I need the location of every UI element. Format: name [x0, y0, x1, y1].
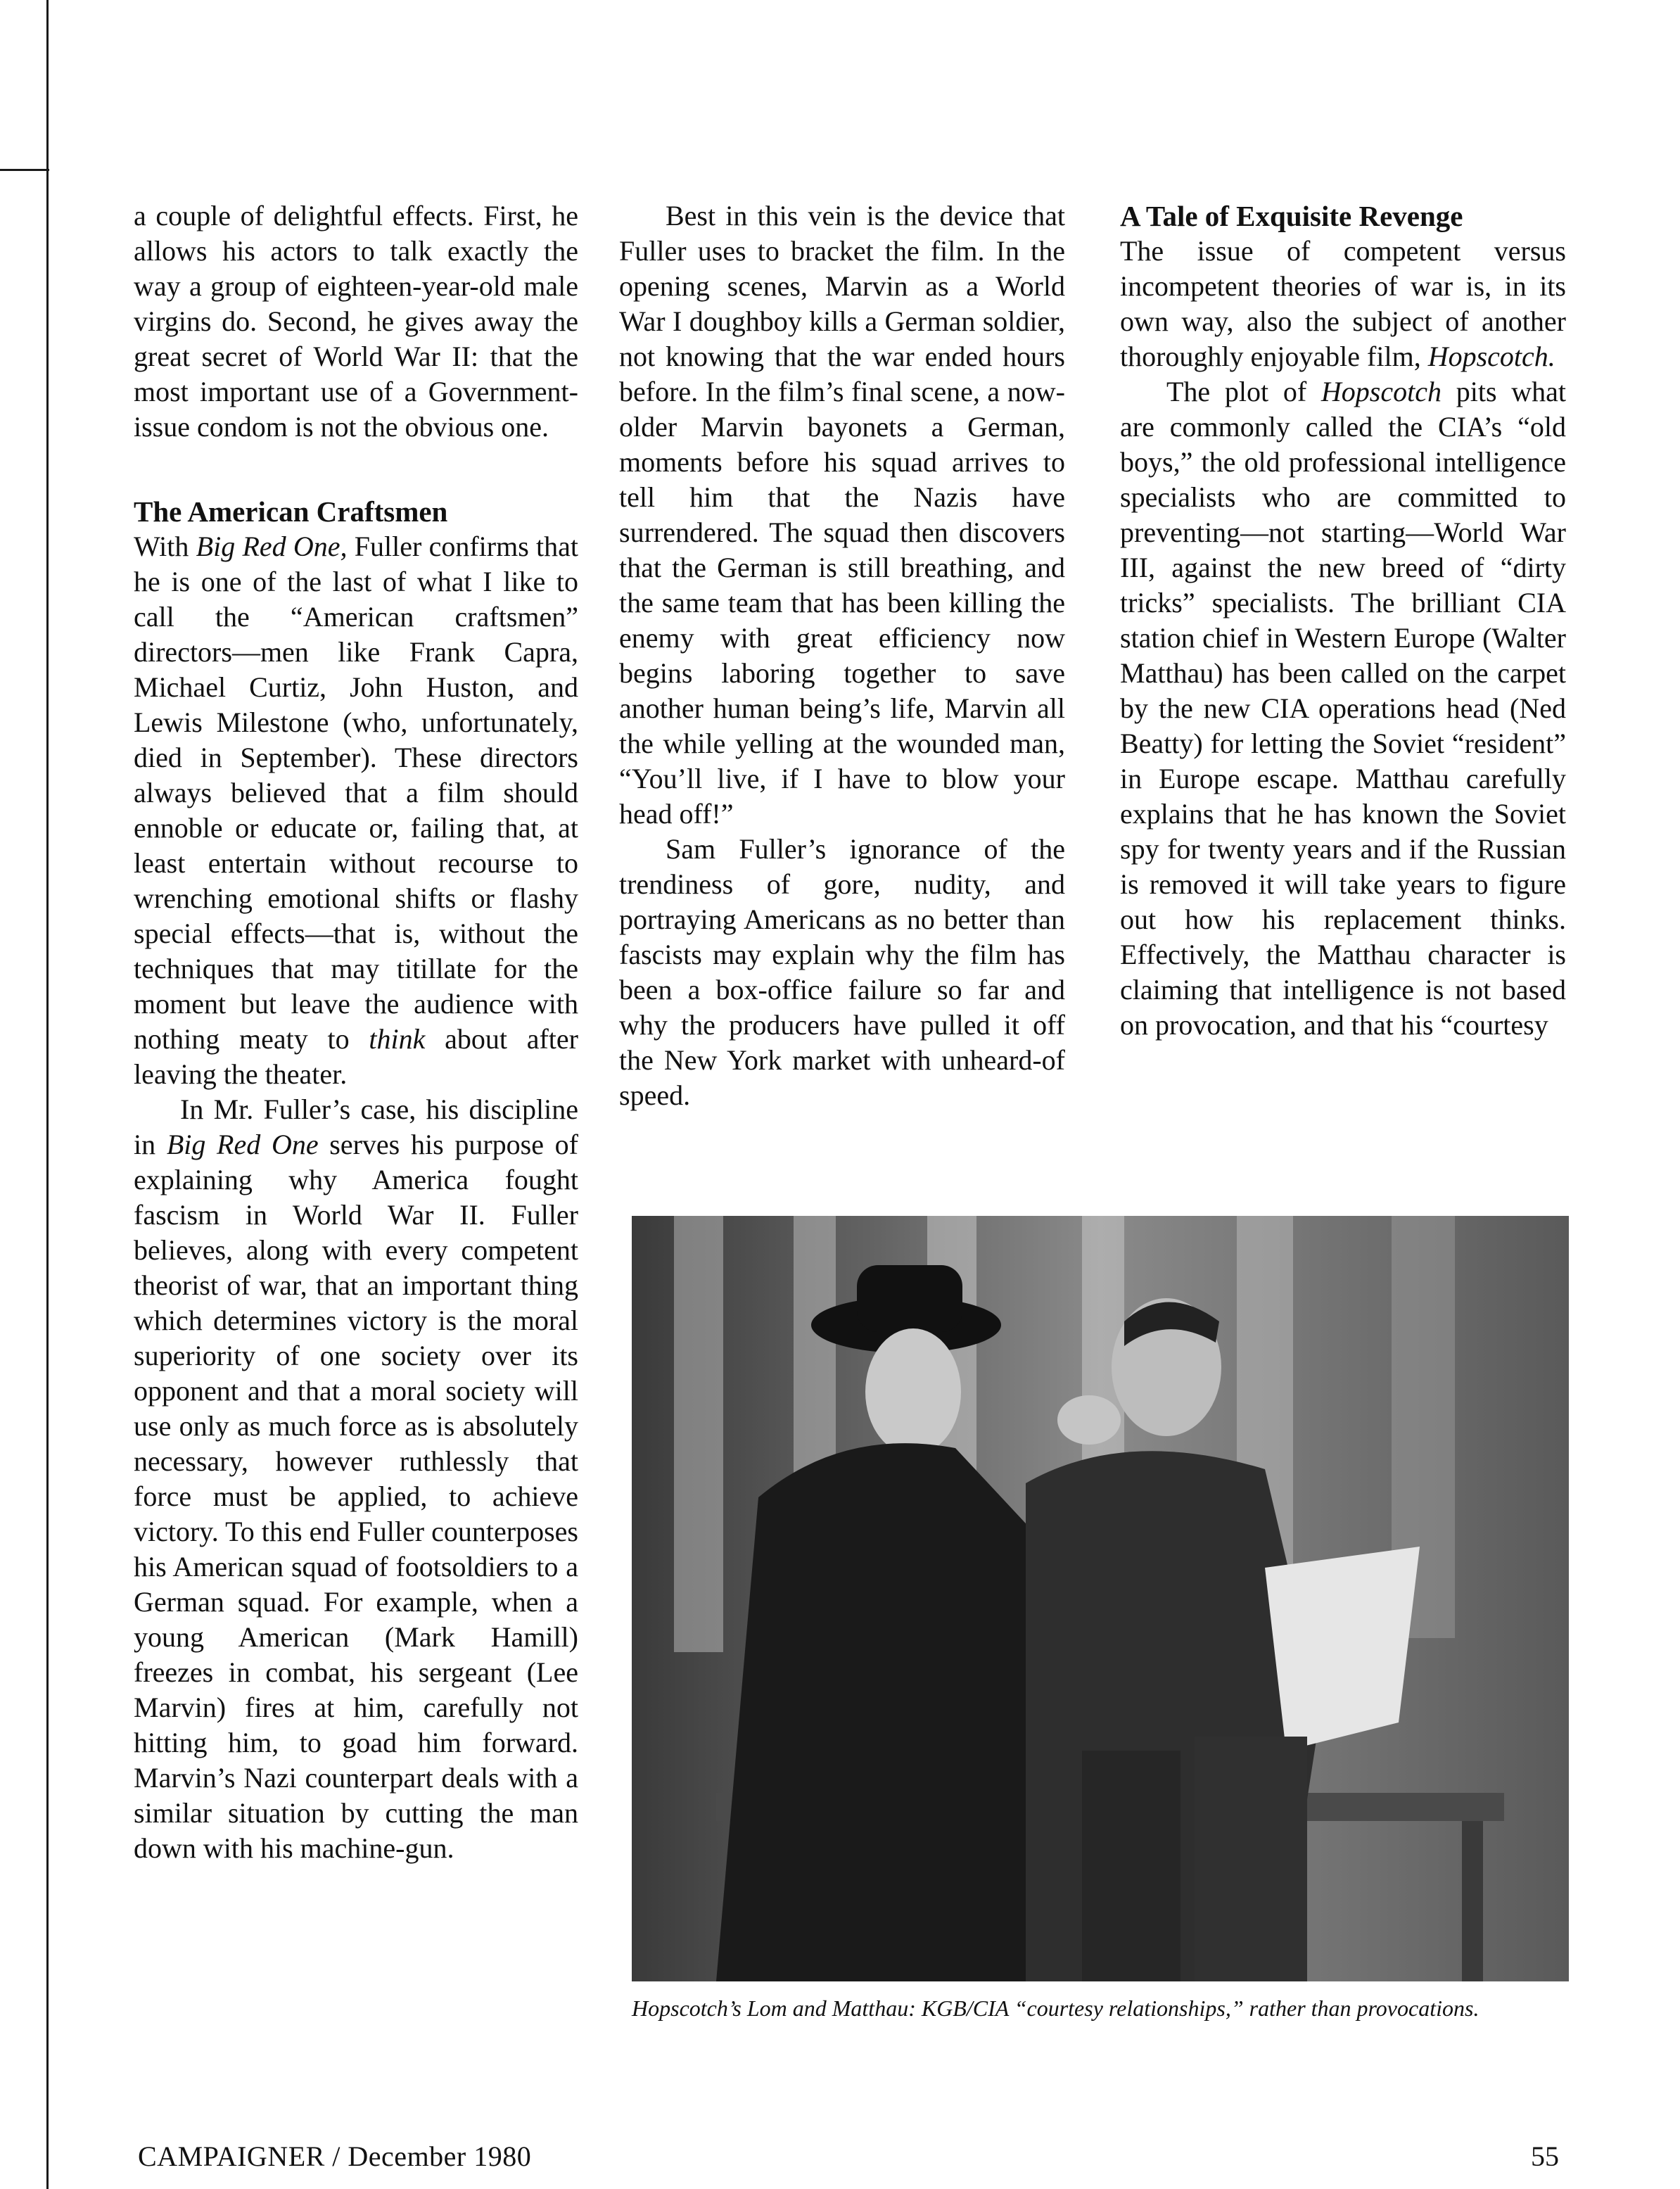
paragraph: a couple of delightful effects. First, he allows his actors to talk exactly the way a group of eighteen-year-old male virgins do. Second, he gives away the great secret of World War II: that the most important use of a Government-issue condom is not the obvious one. [134, 200, 578, 443]
column-1 [134, 198, 578, 1866]
paragraph: The issue of competent versus incompetent theories of war is, in its own way, also the subject of another thoroughly enjoyable film, Hopscotch. [1120, 235, 1566, 372]
paragraph: Best in this vein is the device that Fuller uses to bracket the film. In the opening scenes, Marvin as a World War I doughboy kills a German soldier, not knowing that the war ended hours before. In the film’s final scene, a now-older Marvin bayonets a German, moments before his squad arrives to tell him that the Nazis have surrendered. The squad then discovers that the German is still breathing, and the same team that has been killing the enemy with great efficiency now begins laboring together to save another human being’s life, Marvin all the while yelling at the wounded man, “You’ll live, if I have to blow your head off!” [619, 200, 1065, 830]
column-3 [1120, 198, 1566, 1043]
page-edge-tick [0, 169, 49, 171]
paragraph: In Mr. Fuller’s case, his discipline in Big Red One serves his purpose of explaining why America fought fascism in World War II. Fuller believes, along with every competent theorist of war, that an important thing which determines victory is the moral superiority of one society over its opponent and that a moral society will use only as much force as is absolutely necessary, however ruthlessly that force must be applied, to achieve victory. To this end Fuller counterposes his American squad of footsoldiers to a German squad. For example, when a young American (Mark Hamill) freezes in combat, his sergeant (Lee Marvin) fires at him, carefully not hitting him, to goad him forward. Marvin’s Nazi counterpart deals with a similar situation by cutting the man down with his machine-gun. [134, 1093, 578, 1864]
paragraph: The plot of Hopscotch pits what are commonly called the CIA’s “old boys,” the old professional intelligence specialists who are committed to preventing—not starting—World War III, against the new breed of “dirty tricks” specialists. The brilliant CIA station chief in Western Europe (Walter Matthau) has been called on the carpet by the new CIA operations head (Ned Beatty) for letting the Soviet “resident” in Europe escape. Matthau carefully explains that he has known the Soviet spy for twenty years and if the Russian is removed it will take years to figure out how his replacement thinks. Effectively, the Matthau character is claiming that intelligence is not based on provocation, and that his “courtesy [1120, 376, 1567, 1041]
column-2 [619, 198, 1065, 1113]
paragraph: With Big Red One, Fuller confirms that he is one of the last of what I like to call the “American craftsmen” directors—men like Frank Capra, Michael Curtiz, John Huston, and Lewis Milestone (who, unfortunately, died in September). These directors always believed that a film should ennoble or educate or, failing that, at least entertain without recourse to wrenching emotional shifts or flashy special effects—that is, without the techniques that may titillate for the moment but leave the audience with nothing meaty to think about after leaving the theater. [134, 531, 579, 1090]
section-heading: The American Craftsmen [134, 495, 448, 528]
page-number: 55 [1531, 2140, 1559, 2172]
film-still-photo [632, 1216, 1569, 1981]
photo-caption: Hopscotch’s Lom and Matthau: KGB/CIA “courtesy relationships,” rather than provocations. [632, 1996, 1479, 2021]
page-edge-line [46, 0, 49, 2189]
publication-footer: CAMPAIGNER / December 1980 [138, 2140, 532, 2172]
paragraph: Sam Fuller’s ignorance of the trendiness of gore, nudity, and portraying Americans as no better than fascists may explain why the film has been a box-office failure so far and why the producers have pulled it off the New York market with unheard-of speed. [619, 833, 1065, 1111]
section-heading: A Tale of Exquisite Revenge [1120, 200, 1463, 232]
